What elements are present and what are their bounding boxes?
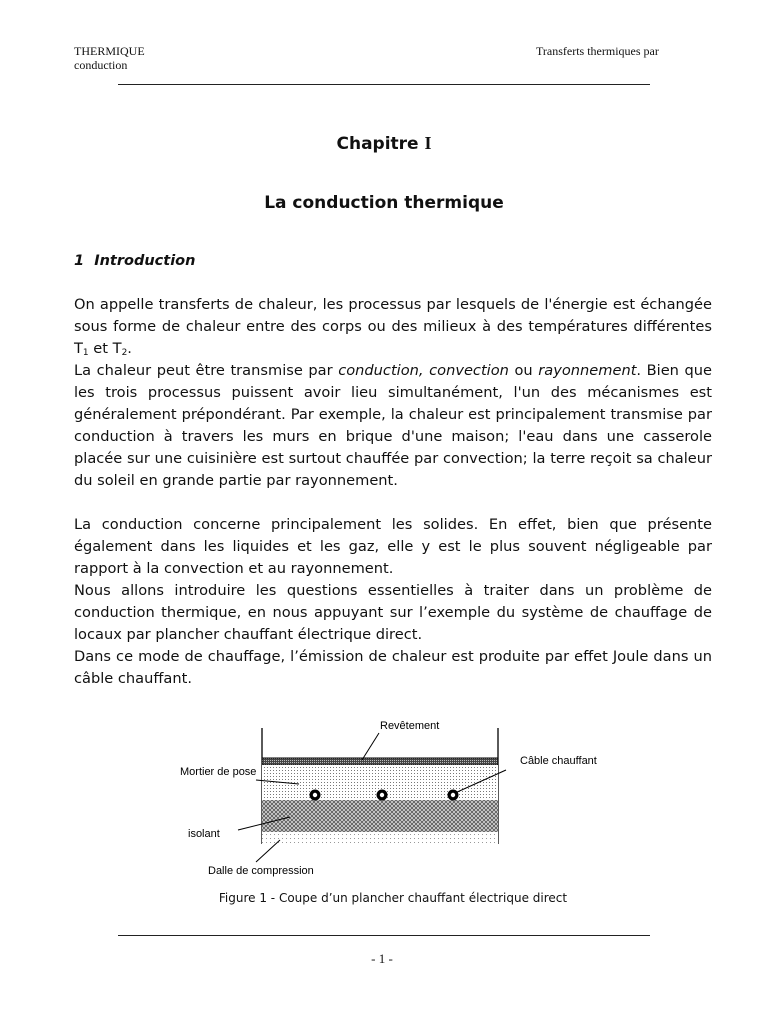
header-right: Transferts thermiques par (536, 44, 659, 58)
section-number: 1 (74, 253, 85, 269)
footer-rule (118, 935, 650, 936)
label-isolant: isolant (188, 828, 220, 840)
chapter-numeral: I (424, 133, 432, 153)
body-text (74, 294, 712, 690)
paragraph-1: On appelle transferts de chaleur, les processus par lesquels de l'énergie est échangée sous forme de chaleur entre des corps ou des milieux à des températures différentes $T_1$ et $T_2$. (74, 296, 712, 358)
header-left: THERMIQUE (74, 44, 145, 58)
subscript-2: 2 (121, 348, 128, 358)
chapter-heading (0, 133, 768, 154)
paragraph-3: La conduction concerne principalement les solides. En effet, bien que présente également dans les liquides et les gaz, elle y est le plus souvent négligeable par rapport à la convection et au rayonnement. (74, 516, 712, 577)
leader-revetement (362, 733, 379, 760)
modes-italic: conduction, convection (338, 362, 509, 379)
floor-heating-diagram (176, 712, 606, 884)
label-dalle: Dalle de compression (208, 865, 314, 877)
heating-cable-3 (448, 790, 459, 801)
section-heading (74, 253, 195, 269)
page-number: - 1 - (371, 951, 393, 966)
section-title: Introduction (94, 253, 196, 269)
figure-caption: Figure 1 - Coupe d’un plancher chauffant électrique direct (218, 891, 568, 905)
header-left-continuation: conduction (74, 58, 128, 72)
chapter-title: La conduction thermique (264, 193, 504, 213)
label-mortier: Mortier de pose (180, 766, 257, 778)
subscript-1: 1 (82, 348, 89, 358)
mode3-italic: rayonnement (538, 362, 637, 379)
revetement-layer (262, 758, 498, 765)
paragraph-5: Dans ce mode de chauffage, l’émission de chaleur est produite par effet Joule dans un câble chauffant. (74, 648, 712, 687)
label-revetement: Revêtement (380, 720, 440, 732)
chapter-word: Chapitre (336, 134, 419, 154)
heating-cable-2 (377, 790, 388, 801)
paragraph-2: La chaleur peut être transmise par conduction, convection ou rayonnement. Bien que les trois processus puissent avoir lieu simultanément, l'un des mécanismes est généralement prépondérant. Par exemple, la chaleur est principalement transmise par conduction à travers les murs en brique d'une maison; l'eau dans une casserole placée sur une cuisinière est surtout chauffée par convection; la terre reçoit sa chaleur du soleil en grande partie par rayonnement. (74, 362, 713, 489)
dalle-layer (262, 832, 498, 844)
isolant-layer (262, 800, 498, 832)
paragraph-4: Nous allons introduire les questions essentielles à traiter dans un problème de conduction thermique, en nous appuyant sur l’exemple du système de chauffage de locaux par plancher chauffant électrique direct. (74, 582, 712, 643)
header-rule (118, 84, 650, 85)
label-cable-chauffant: Câble chauffant (520, 755, 597, 767)
heating-cable-1 (310, 790, 321, 801)
